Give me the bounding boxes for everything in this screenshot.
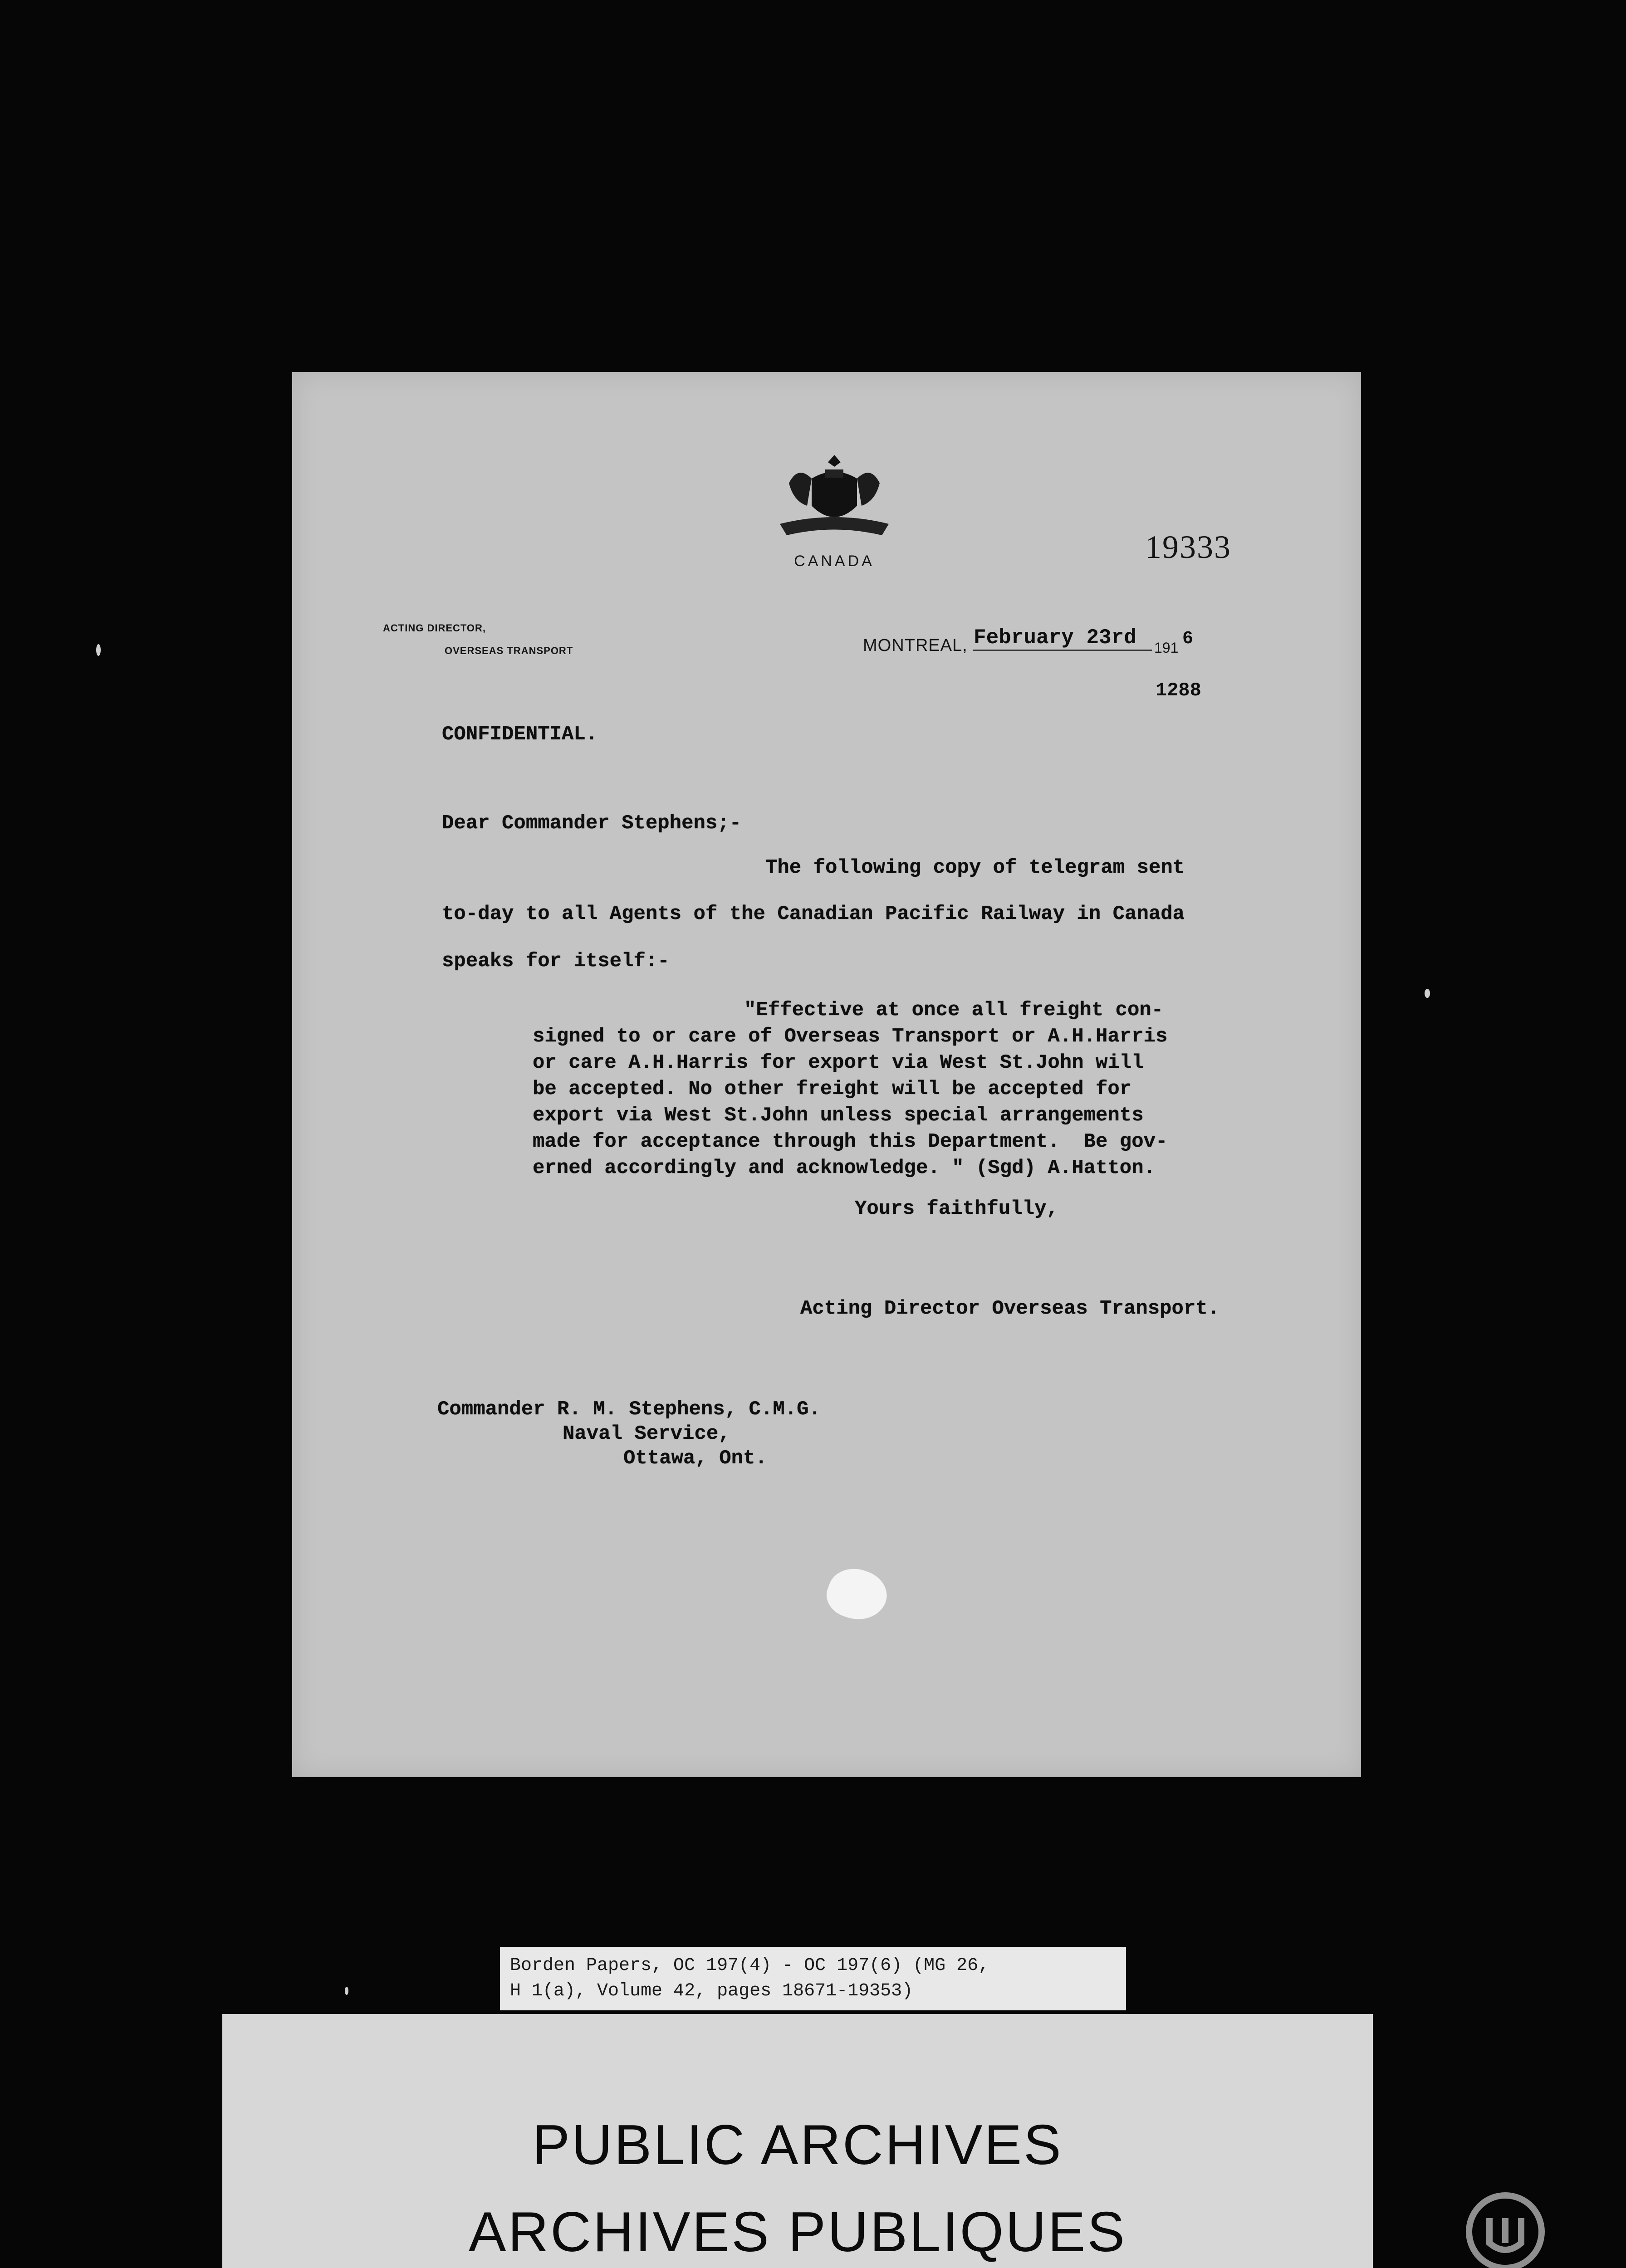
quoted-telegram-line: erned accordingly and acknowledge. " (Sgd) A.Hatton. — [533, 1157, 1156, 1179]
closing: Yours faithfully, — [855, 1198, 1058, 1220]
archive-card — [222, 2014, 1373, 2268]
archive-title-french: ARCHIVES PUBLIQUES — [468, 2201, 1127, 2263]
year-digit: 6 — [1182, 629, 1194, 649]
letter-page — [292, 372, 1361, 1777]
recipient-line: Commander R. M. Stephens, C.M.G. — [437, 1398, 821, 1421]
microfilm-logo-icon — [1464, 2191, 1546, 2268]
body-line: to-day to all Agents of the Canadian Pacific Railway in Canada — [442, 903, 1185, 925]
crest-caption: CANADA — [794, 552, 875, 570]
sender-title-line2: OVERSEAS TRANSPORT — [445, 645, 573, 656]
canada-coat-of-arms-icon — [775, 451, 893, 542]
quoted-telegram-line: be accepted. No other freight will be accepted for — [533, 1078, 1132, 1100]
reference-label-line1: Borden Papers, OC 197(4) - OC 197(6) (MG 26, — [510, 1955, 989, 1976]
sender-title-line1: ACTING DIRECTOR, — [383, 622, 486, 634]
film-speck — [1425, 989, 1430, 998]
year-prefix: 191 — [1154, 640, 1179, 656]
place-heading: MONTREAL, — [863, 636, 968, 655]
letter-date: February 23rd — [974, 626, 1136, 650]
file-number: 19333 — [1145, 529, 1231, 565]
film-speck — [96, 644, 101, 656]
quoted-telegram-line: signed to or care of Overseas Transport or A.H.Harris — [533, 1025, 1168, 1048]
quoted-telegram-line: export via West St.John unless special arrangements — [533, 1104, 1144, 1127]
classification-mark: CONFIDENTIAL. — [442, 723, 598, 746]
archive-title-english: PUBLIC ARCHIVES — [532, 2114, 1063, 2176]
reference-label — [500, 1947, 1126, 2010]
recipient-line: Naval Service, — [563, 1422, 730, 1445]
reference-number: 1288 — [1156, 679, 1201, 701]
signature-title: Acting Director Overseas Transport. — [800, 1297, 1220, 1320]
quoted-telegram-line: "Effective at once all freight con- — [744, 999, 1164, 1022]
quoted-telegram-line: or care A.H.Harris for export via West St.John will — [533, 1051, 1144, 1074]
film-blot — [821, 1561, 893, 1628]
quoted-telegram-line: made for acceptance through this Department. Be gov- — [533, 1130, 1168, 1153]
date-rule — [973, 650, 1152, 651]
reference-label-line2: H 1(a), Volume 42, pages 18671-19353) — [510, 1981, 913, 2001]
film-speck — [345, 1987, 348, 1995]
body-line: speaks for itself:- — [442, 950, 670, 973]
body-line: The following copy of telegram sent — [765, 856, 1185, 879]
recipient-line: Ottawa, Ont. — [623, 1447, 767, 1470]
salutation: Dear Commander Stephens;- — [442, 812, 742, 835]
